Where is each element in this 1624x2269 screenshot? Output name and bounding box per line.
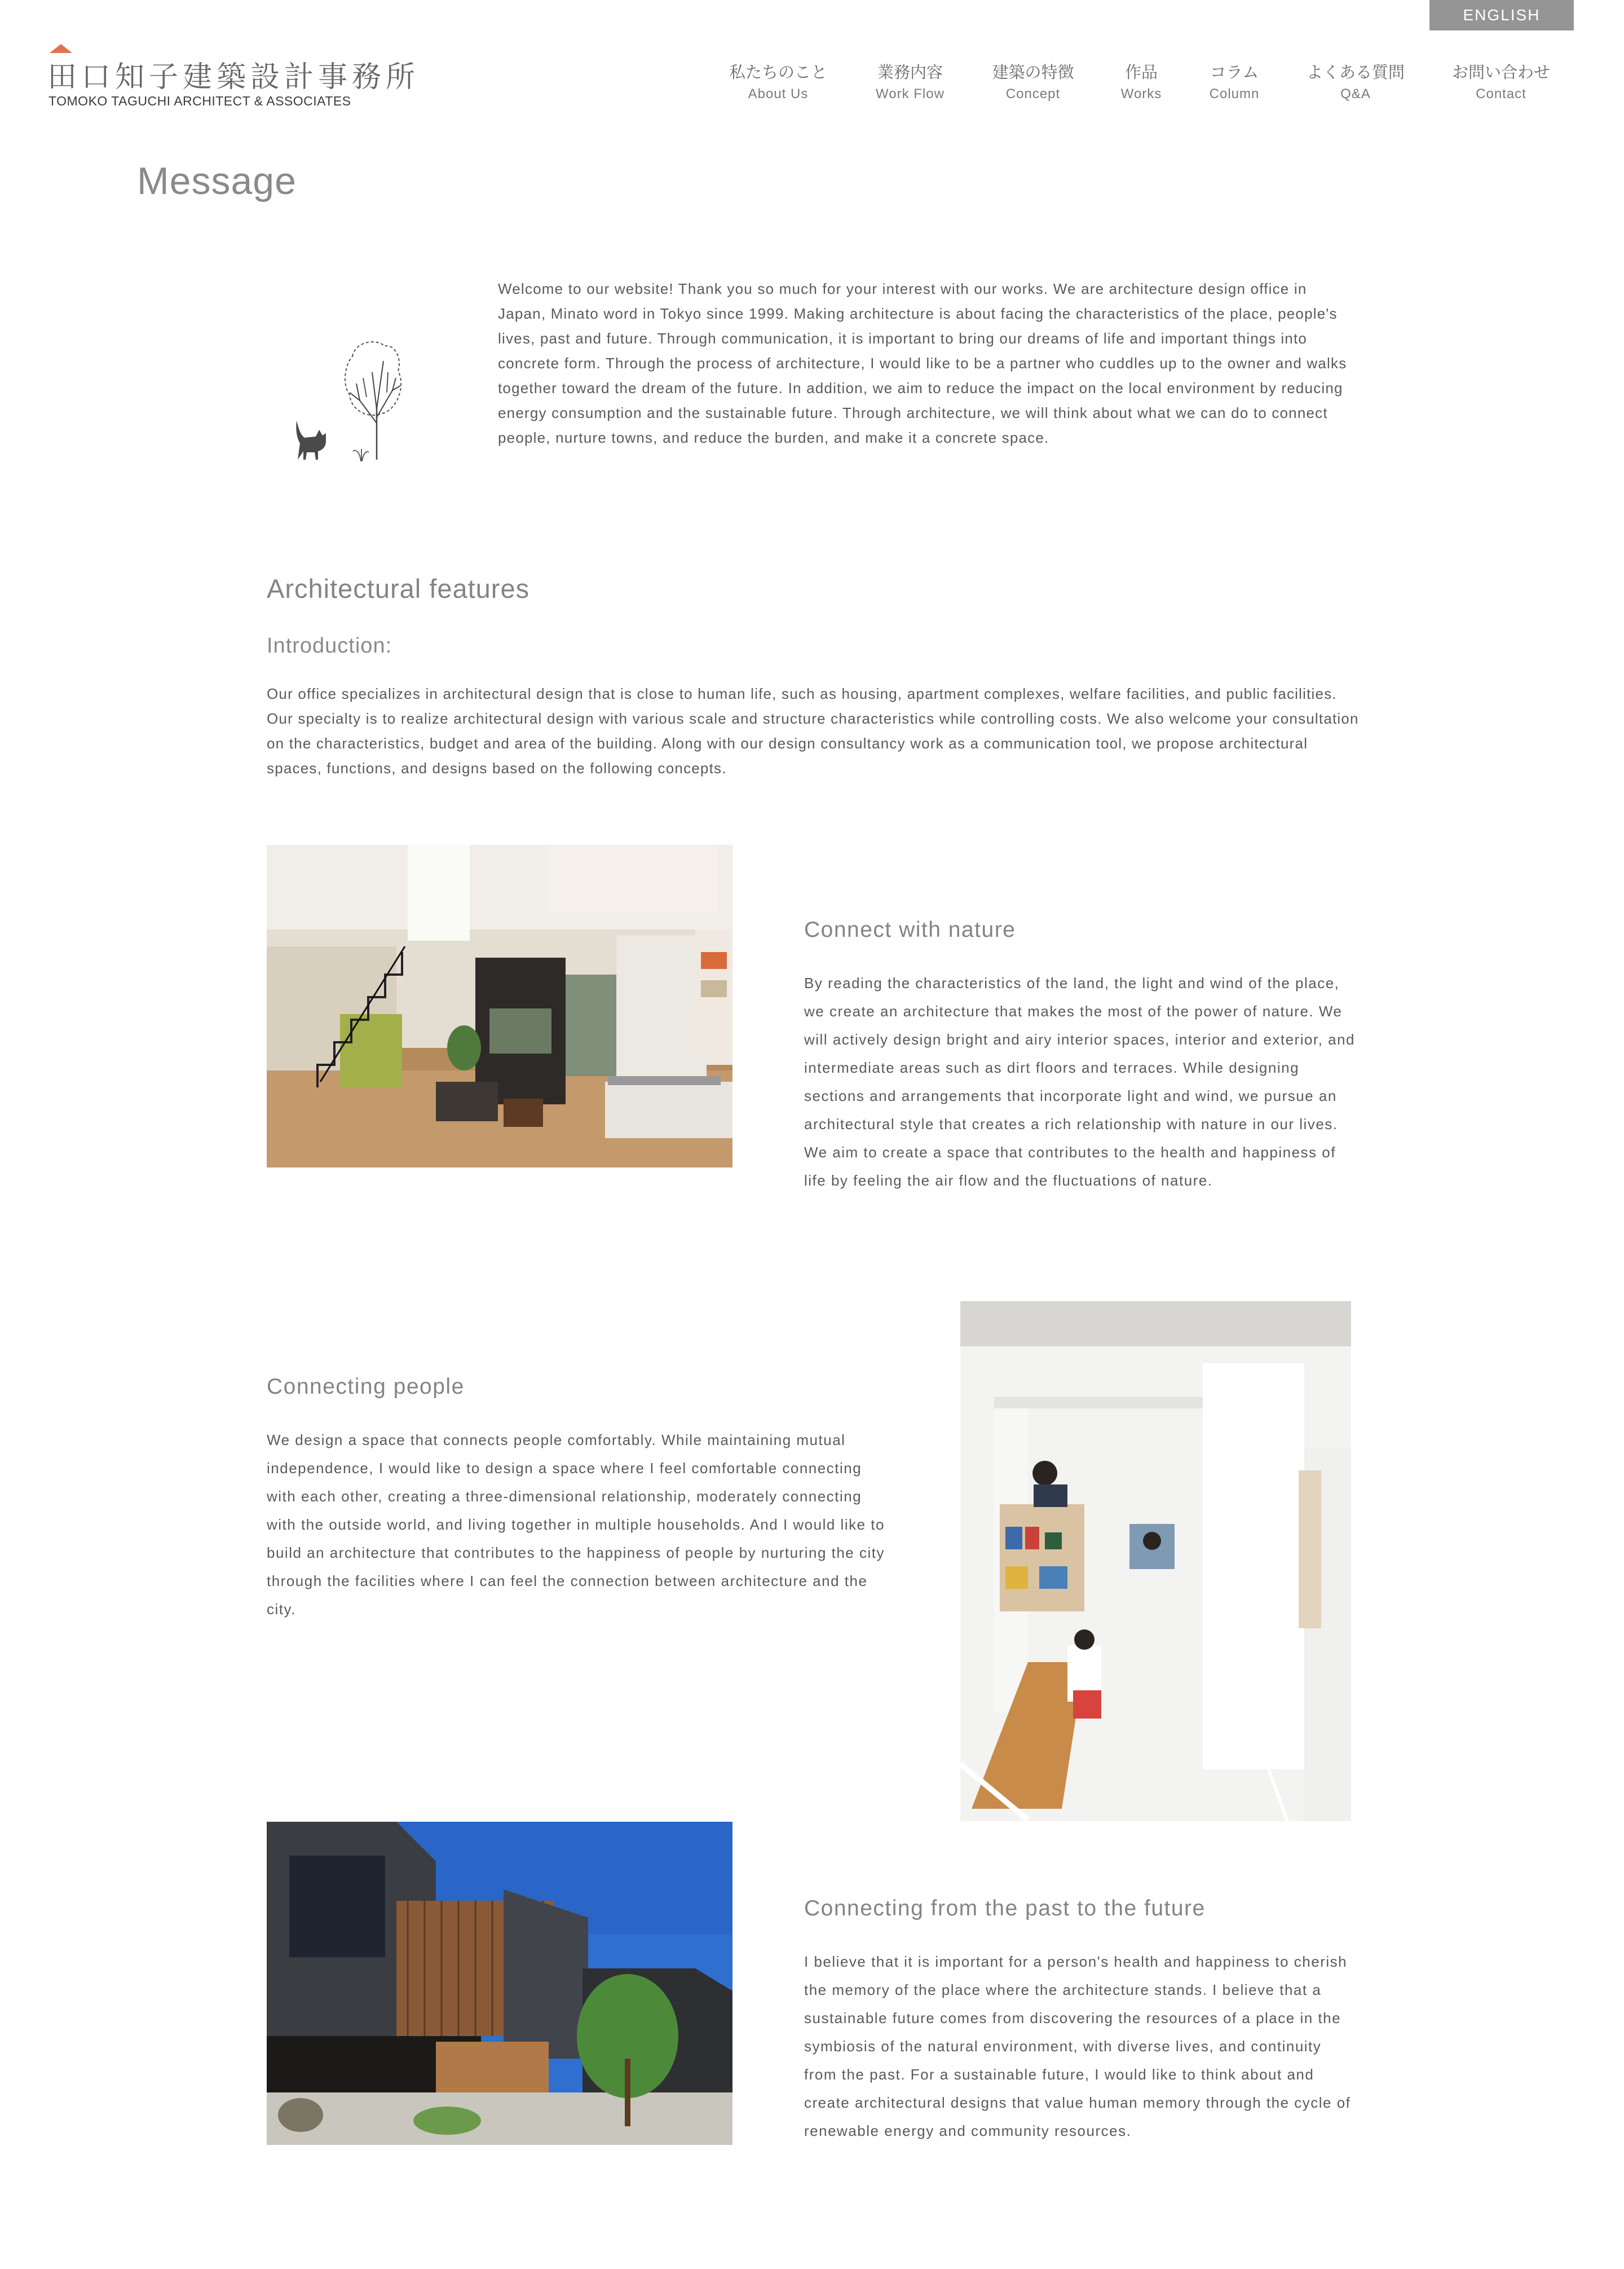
nav-item-works[interactable]: [1121, 61, 1162, 105]
feature-text-nature: By reading the characteristics of the land, the light and wind of the place, we create an architecture that makes the most of the power of nature. We will actively design bright and airy interior spaces, interior and exterior, and intermediate areas such as dirt floors and terraces. While designing sections and arrangements that incorporate light and wind, we pursue an architectural style that creates a rich relationship with nature in our lives. We aim to create a space that contributes to the health and happiness of life by feeling the air flow and the fluctuations of nature.: [804, 975, 1355, 1189]
interior-study-photo: [960, 1301, 1351, 1821]
nav-item-about-us[interactable]: [729, 61, 827, 105]
nav-item-concept[interactable]: [992, 61, 1074, 105]
nav-label-jp: 業務内容: [877, 63, 943, 82]
nav-item-contact[interactable]: [1452, 61, 1550, 105]
feature-title-past-future: Connecting from the past to the future: [804, 1896, 1206, 1920]
section-heading: Architectural features: [267, 574, 530, 603]
nav-label-en: Contact: [1476, 86, 1526, 102]
logo-english-name: TOMOKO TAGUCHI ARCHITECT & ASSOCIATES: [48, 94, 351, 108]
intro-heading: Introduction:: [267, 634, 392, 658]
nav-label-jp: 私たちのこと: [729, 63, 828, 82]
nav-label-en: Concept: [1005, 86, 1061, 102]
nav-label-en: Work Flow: [876, 86, 945, 102]
house-exterior-photo: [267, 1822, 732, 2145]
feature-title-nature: Connect with nature: [804, 918, 1016, 942]
feature-text-past-future: I believe that it is important for a person's health and happiness to cherish the memory of the place where the architecture stands. I believe that a sustainable future comes from discovering the resources of a place in the symbiosis of the natural environment, with diverse lives, and continuity from the past. For a sustainable future, I would like to think about and create architectural designs that value human memory through the cycle of renewable energy and community resources.: [804, 1953, 1351, 2139]
nav-label-en: About Us: [748, 86, 809, 102]
nav-item-work-flow[interactable]: [876, 61, 945, 105]
site-logo[interactable]: [47, 44, 420, 112]
nav-label-en: Q&A: [1340, 86, 1371, 102]
nav-label-jp: よくある質問: [1306, 63, 1405, 82]
nav-label-jp: 建築の特徴: [992, 63, 1074, 82]
nav-label-en: Works: [1120, 86, 1162, 102]
nav-label-jp: コラム: [1210, 63, 1259, 82]
feature-text-people: We design a space that connects people comfortably. While maintaining mutual independence, I would like to design a space where I feel comfortable connecting with each other, creating a three-dimensional relationship, moderately connecting with the outside world, and living together in multiple households. And I would like to build an architecture that contributes to the happiness of people by nurturing the city through the facilities where I can feel the connection between architecture and the city.: [267, 1431, 885, 1618]
nav-item-qa[interactable]: [1307, 61, 1405, 105]
page-title: Message: [137, 160, 297, 202]
welcome-message: Welcome to our website! Thank you so much for your interest with our works. We are architecture design office in Japan, Minato word in Tokyo since 1999. Making architecture is about facing the characteristics of the place, people's lives, past and future. Through communication, it is important to bring our dreams of life and important things into concrete form. Through the process of architecture, I would like to be a partner who cuddles up to the owner and walks together toward the dream of the future. In addition, we aim to reduce the impact on the local environment by reducing energy consumption and the sustainable future. Through architecture, we will think about what we can do to connect people, nurture towns, and reduce the burden, and make it a concrete space.: [498, 280, 1347, 446]
logo-japanese-name: 田口知子建築設計事務所: [47, 60, 420, 94]
nav-label-en: Column: [1209, 86, 1260, 102]
roof-icon: [50, 44, 72, 53]
intro-text: Our office specializes in architectural design that is close to human life, such as housing, apartment complexes, welfare facilities, and public facilities. Our specialty is to realize architectural design with various scale and structure characteristics while controlling costs. We also welcome your consultation on the characteristics, budget and area of the building. Along with our design consultancy work as a communication tool, we propose architectural spaces, functions, and designs based on the following concepts.: [267, 685, 1359, 777]
language-button[interactable]: ENGLISH: [1429, 0, 1574, 30]
feature-title-people: Connecting people: [267, 1374, 465, 1399]
nav-item-column[interactable]: [1210, 61, 1260, 105]
interior-staircase-photo: [267, 845, 732, 1167]
cat-and-tree-illustration: [293, 338, 429, 468]
nav-label-jp: お問い合わせ: [1451, 63, 1551, 82]
nav-label-jp: 作品: [1124, 63, 1158, 82]
